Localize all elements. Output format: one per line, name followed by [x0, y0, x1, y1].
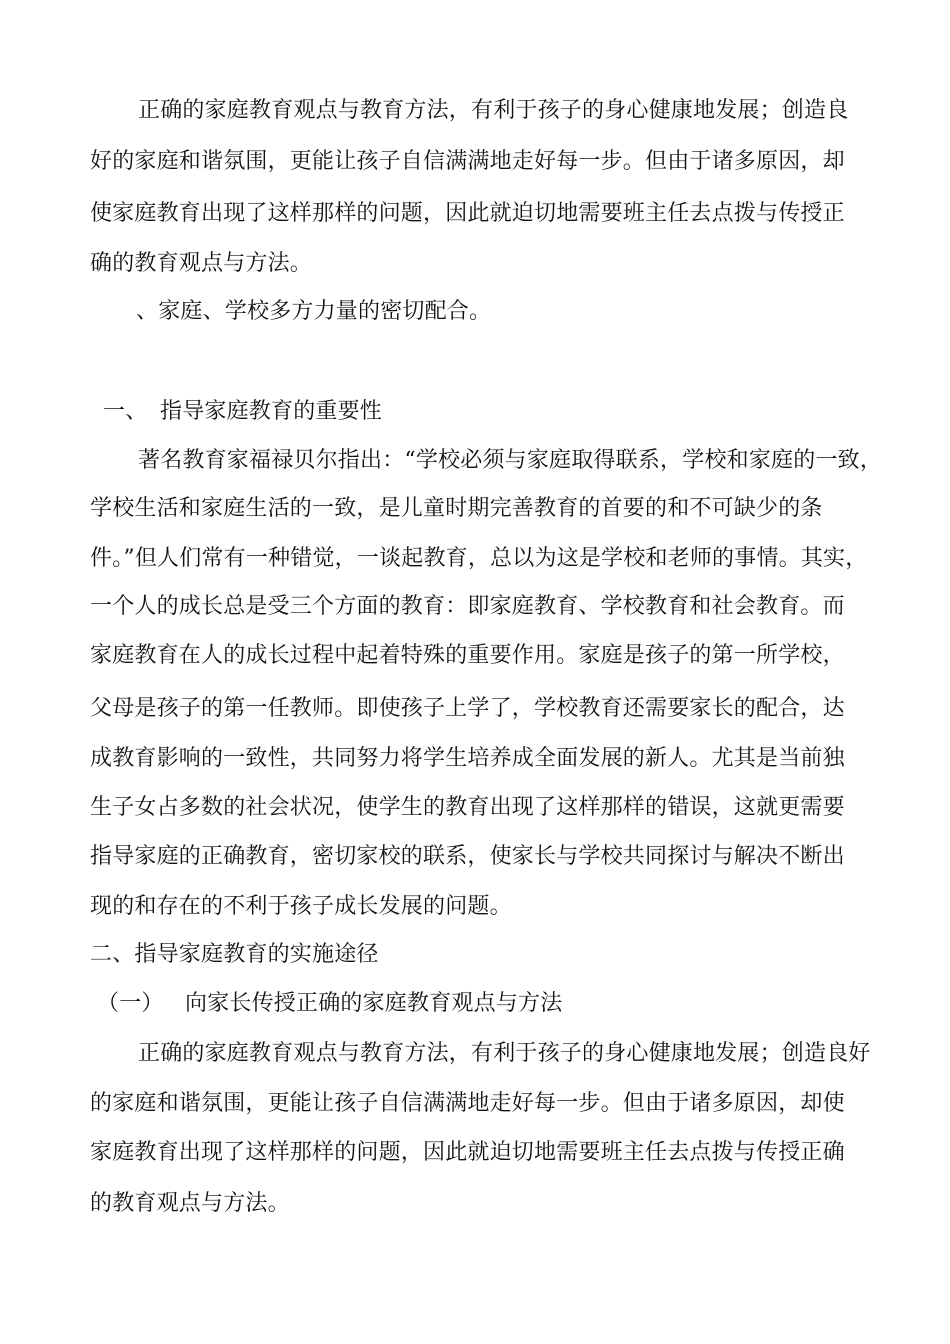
paragraph-1-line-2: 好的家庭和谐氛围，更能让孩子自信满满地走好每一步。但由于诸多原因，却 [90, 149, 845, 174]
subsection-heading-1-number: （一） [97, 991, 164, 1016]
paragraph-3-line-8: 生子女占多数的社会状况，使学生的教育出现了这样那样的错误，这就更需要 [90, 795, 845, 820]
paragraph-3-line-3: 件。”但人们常有一种错觉，一谈起教育，总以为这是学校和老师的事情。其实， [90, 546, 868, 571]
paragraph-3-line-4: 一个人的成长总是受三个方面的教育：即家庭教育、学校教育和社会教育。而 [90, 594, 845, 619]
paragraph-3-line-10: 现的和存在的不利于孩子成长发展的问题。 [90, 894, 512, 919]
paragraph-3-line-6: 父母是孩子的第一任教师。即使孩子上学了，学校教育还需要家长的配合，达 [90, 696, 845, 721]
paragraph-4-line-1: 正确的家庭教育观点与教育方法，有利于孩子的身心健康地发展；创造良好 [138, 1041, 871, 1066]
paragraph-3-line-5: 家庭教育在人的成长过程中起着特殊的重要作用。家庭是孩子的第一所学校， [90, 643, 845, 668]
section-heading-1-text: 指导家庭教育的重要性 [160, 399, 383, 424]
paragraph-4-line-3: 家庭教育出现了这样那样的问题，因此就迫切地需要班主任去点拨与传授正确 [90, 1140, 845, 1165]
paragraph-3-line-1: 著名教育家福禄贝尔指出：“学校必须与家庭取得联系，学校和家庭的一致， [138, 448, 883, 473]
section-heading-2: 二、指导家庭教育的实施途径 [90, 942, 379, 967]
subsection-heading-1-text: 向家长传授正确的家庭教育观点与方法 [185, 991, 563, 1016]
paragraph-1-line-4: 确的教育观点与方法。 [90, 251, 313, 276]
paragraph-3-line-9: 指导家庭的正确教育，密切家校的联系，使家长与学校共同探讨与解决不断出 [90, 844, 845, 869]
paragraph-2: 、家庭、学校多方力量的密切配合。 [136, 299, 492, 324]
section-heading-1-number: 一、 [103, 399, 148, 424]
paragraph-1-line-1: 正确的家庭教育观点与教育方法，有利于孩子的身心健康地发展；创造良 [138, 98, 849, 123]
paragraph-3-line-7: 成教育影响的一致性，共同努力将学生培养成全面发展的新人。尤其是当前独 [90, 746, 845, 771]
paragraph-4-line-2: 的家庭和谐氛围，更能让孩子自信满满地走好每一步。但由于诸多原因，却使 [90, 1091, 845, 1116]
paragraph-1-line-3: 使家庭教育出现了这样那样的问题，因此就迫切地需要班主任去点拨与传授正 [90, 201, 845, 226]
paragraph-4-line-4: 的教育观点与方法。 [90, 1191, 290, 1216]
paragraph-3-line-2: 学校生活和家庭生活的一致，是儿童时期完善教育的首要的和不可缺少的条 [90, 496, 823, 521]
